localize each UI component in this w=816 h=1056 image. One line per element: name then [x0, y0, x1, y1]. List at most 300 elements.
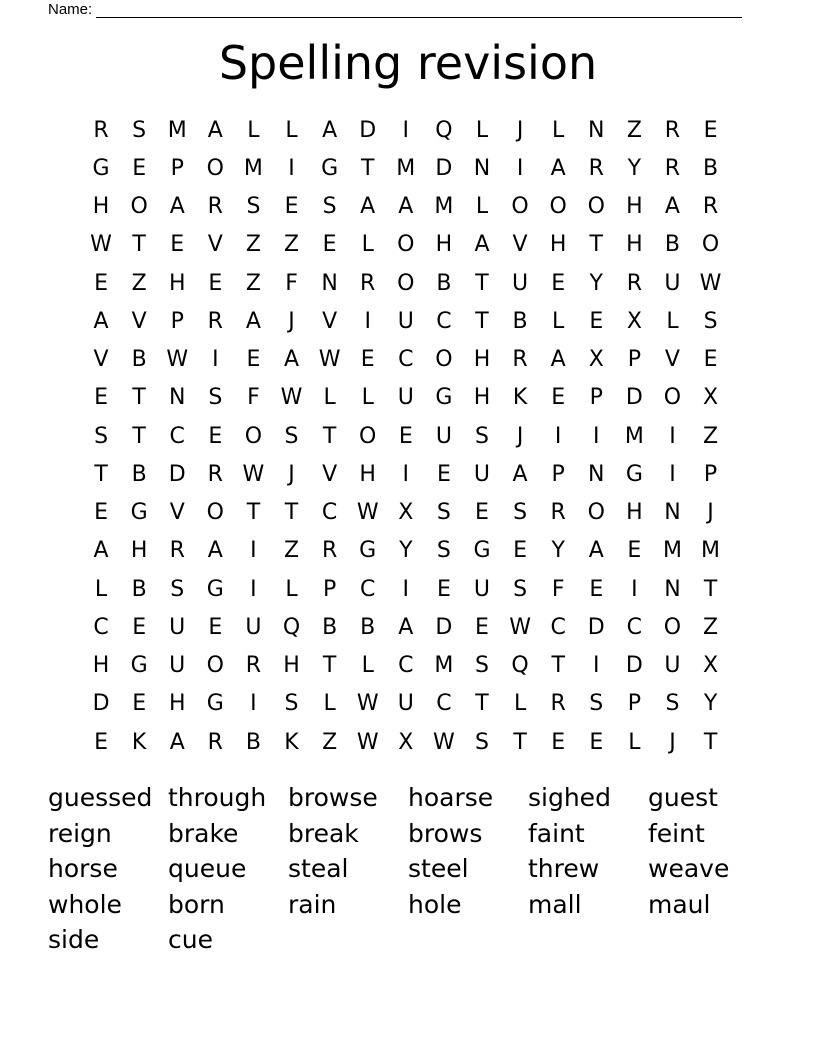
grid-letter: S	[284, 691, 299, 717]
grid-letter: O	[206, 155, 224, 181]
grid-letter: H	[473, 385, 491, 411]
grid-letter: V	[131, 308, 147, 334]
word-list-item: guest	[648, 783, 718, 812]
grid-letter: R	[702, 194, 719, 220]
grid-letter: Z	[703, 614, 719, 640]
word-list-item: reign	[48, 818, 112, 848]
grid-letter: B	[703, 155, 719, 181]
word-list-item: weave	[648, 854, 730, 883]
grid-letter: P	[170, 308, 184, 334]
grid-letter: S	[703, 308, 718, 334]
grid-letter: T	[703, 729, 718, 755]
grid-letter: H	[626, 194, 643, 220]
grid-letter: U	[169, 614, 186, 640]
grid-letter: Z	[703, 423, 719, 449]
grid-letter: H	[168, 270, 186, 296]
grid-letter: A	[207, 117, 223, 143]
grid-letter: Z	[283, 232, 300, 258]
grid-letter: E	[360, 347, 375, 373]
grid-letter: U	[397, 691, 414, 717]
grid-letter: Q	[511, 653, 529, 679]
letter-grid	[82, 111, 730, 761]
grid-letter: H	[168, 691, 186, 717]
grid-letter: R	[207, 729, 223, 755]
grid-letter: E	[475, 614, 489, 640]
grid-letter: M	[396, 155, 416, 181]
grid-letter: Y	[551, 538, 565, 564]
grid-letter: E	[475, 500, 489, 526]
grid-letter: V	[322, 308, 338, 334]
grid-letter: X	[703, 385, 719, 411]
grid-letter: T	[132, 385, 146, 411]
grid-letter: V	[93, 347, 109, 373]
word-list-item: queue	[168, 854, 247, 883]
grid-letter: X	[626, 308, 642, 334]
grid-letter: E	[551, 729, 566, 755]
grid-letter: R	[207, 461, 223, 487]
grid-letter: D	[587, 614, 605, 640]
grid-letter: A	[93, 538, 109, 564]
grid-letter: O	[587, 500, 605, 526]
grid-letter: G	[473, 538, 491, 564]
grid-letter: K	[131, 729, 147, 755]
grid-letter: G	[130, 500, 148, 526]
grid-letter: E	[703, 347, 718, 373]
grid-letter: G	[625, 461, 643, 487]
grid-letter: E	[589, 729, 604, 755]
grid-letter: B	[360, 614, 376, 640]
grid-letter: B	[512, 308, 528, 334]
grid-letter: R	[664, 117, 681, 143]
grid-letter: S	[475, 729, 489, 755]
grid-letter: V	[664, 347, 680, 373]
grid-letter: R	[626, 270, 642, 296]
grid-letter: C	[321, 500, 338, 526]
grid-letter: P	[170, 155, 184, 181]
grid-letter: C	[550, 614, 566, 640]
grid-letter: R	[588, 155, 604, 181]
grid-letter: O	[511, 194, 529, 220]
grid-letter: E	[551, 270, 566, 296]
grid-letter: D	[359, 117, 377, 143]
grid-letter: J	[288, 308, 295, 334]
grid-letter: I	[631, 576, 638, 602]
grid-letter: U	[245, 614, 262, 640]
grid-letter: H	[435, 232, 453, 258]
grid-letter: I	[593, 423, 600, 449]
grid-letter: A	[550, 347, 566, 373]
grid-letter: T	[703, 576, 718, 602]
grid-letter: T	[132, 423, 146, 449]
grid-letter: P	[627, 691, 641, 717]
grid-letter: M	[434, 653, 454, 679]
grid-letter: X	[588, 347, 604, 373]
grid-letter: B	[131, 347, 147, 373]
grid-letter: R	[207, 308, 223, 334]
grid-letter: E	[284, 194, 299, 220]
grid-letter: J	[516, 423, 524, 449]
word-list-item: cue	[168, 925, 213, 954]
grid-letter: D	[625, 385, 643, 411]
grid-letter: Z	[245, 270, 261, 296]
grid-letter: Z	[626, 117, 642, 143]
grid-letter: A	[93, 308, 109, 334]
grid-letter: L	[513, 691, 527, 717]
grid-letter: R	[550, 500, 566, 526]
grid-letter: I	[364, 308, 371, 334]
grid-letter: N	[588, 117, 605, 143]
grid-letter: R	[169, 538, 185, 564]
grid-letter: B	[322, 614, 338, 640]
word-list-item: brows	[408, 818, 483, 848]
grid-letter: S	[665, 691, 680, 717]
grid-letter: E	[208, 423, 223, 449]
grid-letter: T	[284, 500, 299, 526]
grid-letter: I	[250, 538, 257, 564]
grid-letter: B	[131, 576, 147, 602]
grid-letter: A	[588, 538, 604, 564]
grid-letter: A	[398, 614, 414, 640]
grid-letter: U	[169, 653, 186, 679]
grid-letter: E	[627, 538, 642, 564]
grid-letter: O	[244, 423, 263, 449]
grid-letter: Z	[283, 538, 300, 564]
grid-letter: H	[92, 194, 110, 220]
grid-letter: D	[168, 461, 186, 487]
grid-letter: U	[397, 385, 414, 411]
grid-letter: U	[512, 270, 529, 296]
word-list-item: sighed	[528, 783, 611, 812]
grid-letter: S	[208, 385, 223, 411]
grid-letter: C	[398, 653, 414, 679]
grid-letter: S	[94, 423, 109, 449]
grid-letter: V	[322, 461, 338, 487]
grid-letter: I	[250, 691, 257, 717]
grid-letter: T	[322, 423, 337, 449]
grid-letter: E	[132, 155, 147, 181]
grid-letter: L	[94, 576, 108, 602]
grid-letter: L	[323, 691, 336, 717]
grid-letter: N	[588, 461, 605, 487]
grid-letter: P	[589, 385, 603, 411]
grid-letter: F	[285, 270, 298, 296]
word-list-item: threw	[528, 854, 600, 883]
grid-letter: A	[398, 194, 414, 220]
grid-letter: C	[93, 614, 109, 640]
grid-letter: C	[436, 691, 452, 717]
grid-letter: T	[475, 270, 489, 296]
grid-letter: U	[473, 576, 491, 602]
word-list-item: steel	[408, 854, 469, 883]
grid-letter: U	[397, 308, 414, 334]
word-list-item: horse	[48, 854, 118, 883]
grid-letter: W	[242, 461, 265, 487]
grid-letter: N	[664, 500, 681, 526]
word-list-item: maul	[648, 889, 711, 919]
grid-letter: I	[212, 347, 219, 373]
grid-letter: D	[625, 653, 643, 679]
grid-letter: I	[669, 461, 676, 487]
grid-letter: S	[436, 538, 451, 564]
grid-letter: T	[475, 308, 489, 334]
grid-letter: O	[549, 194, 567, 220]
grid-letter: O	[130, 194, 148, 220]
grid-letter: A	[207, 538, 223, 564]
grid-letter: R	[512, 347, 528, 373]
grid-letter: E	[436, 576, 451, 602]
grid-letter: M	[243, 155, 263, 181]
grid-letter: J	[516, 117, 524, 143]
grid-letter: H	[549, 232, 567, 258]
grid-letter: W	[433, 729, 455, 755]
grid-letter: L	[552, 117, 565, 143]
grid-letter: M	[167, 117, 187, 143]
grid-letter: D	[92, 691, 110, 717]
word-list-item: guessed	[48, 783, 153, 812]
grid-letter: G	[321, 155, 339, 181]
grid-letter: L	[247, 117, 260, 143]
grid-letter: L	[552, 308, 565, 334]
word-list-item: hole	[408, 889, 462, 919]
grid-letter: C	[360, 576, 376, 602]
grid-letter: A	[550, 155, 566, 181]
grid-letter: G	[359, 538, 377, 564]
grid-letter: R	[664, 155, 681, 181]
grid-letter: R	[550, 691, 566, 717]
grid-letter: T	[360, 155, 375, 181]
grid-letter: O	[663, 614, 682, 640]
grid-letter: O	[663, 385, 682, 411]
word-list-item: through	[168, 783, 267, 812]
grid-letter: G	[130, 653, 148, 679]
grid-letter: W	[356, 729, 379, 755]
grid-letter: W	[509, 614, 531, 640]
grid-letter: A	[322, 117, 338, 143]
grid-letter: L	[475, 117, 489, 143]
grid-letter: C	[436, 308, 452, 334]
grid-letter: A	[245, 308, 261, 334]
grid-letter: I	[669, 423, 676, 449]
grid-letter: J	[288, 461, 295, 487]
grid-letter: C	[398, 347, 414, 373]
word-list-item: steal	[288, 854, 349, 883]
grid-letter: M	[434, 194, 454, 220]
grid-letter: W	[90, 232, 112, 258]
grid-letter: E	[513, 538, 528, 564]
grid-letter: M	[662, 538, 682, 564]
word-list-item: rain	[288, 889, 337, 919]
grid-letter: F	[247, 385, 260, 411]
word-list-item: feint	[648, 818, 705, 848]
grid-letter: E	[94, 385, 108, 411]
grid-letter: A	[169, 194, 185, 220]
grid-letter: P	[322, 576, 337, 602]
grid-letter: R	[360, 270, 376, 296]
grid-letter: S	[513, 576, 528, 602]
grid-letter: G	[92, 155, 110, 181]
grid-letter: E	[322, 232, 337, 258]
grid-letter: A	[169, 729, 185, 755]
grid-letter: X	[398, 500, 414, 526]
grid-letter: W	[356, 500, 379, 526]
word-list-item: break	[288, 818, 359, 848]
grid-letter: T	[513, 729, 527, 755]
grid-letter: O	[206, 653, 224, 679]
grid-letter: W	[699, 270, 722, 296]
grid-letter: I	[402, 117, 410, 143]
grid-letter: S	[589, 691, 604, 717]
grid-letter: W	[166, 347, 189, 373]
grid-letter: S	[284, 423, 299, 449]
grid-letter: R	[245, 653, 262, 679]
grid-letter: E	[94, 729, 108, 755]
grid-letter: E	[94, 500, 108, 526]
grid-letter: E	[132, 691, 147, 717]
grid-letter: R	[207, 194, 223, 220]
grid-letter: Q	[282, 614, 301, 640]
grid-letter: H	[626, 500, 643, 526]
grid-letter: P	[551, 461, 565, 487]
grid-letter: B	[664, 232, 680, 258]
grid-letter: O	[206, 500, 224, 526]
grid-letter: E	[703, 117, 718, 143]
grid-letter: E	[436, 461, 451, 487]
grid-letter: T	[475, 691, 489, 717]
grid-letter: R	[321, 538, 338, 564]
grid-letter: E	[589, 576, 604, 602]
grid-letter: L	[361, 385, 374, 411]
grid-letter: I	[250, 576, 257, 602]
grid-letter: W	[356, 691, 379, 717]
grid-letter: A	[664, 194, 680, 220]
grid-letter: S	[475, 423, 489, 449]
grid-letter: K	[512, 385, 528, 411]
grid-letter: H	[130, 538, 148, 564]
grid-letter: Z	[131, 270, 147, 296]
grid-letter: L	[361, 653, 374, 679]
grid-letter: V	[169, 500, 185, 526]
grid-letter: I	[516, 155, 524, 181]
grid-letter: O	[397, 270, 415, 296]
grid-letter: T	[94, 461, 108, 487]
word-list	[48, 780, 768, 958]
grid-letter: C	[169, 423, 185, 449]
grid-letter: I	[593, 653, 600, 679]
grid-letter: M	[624, 423, 644, 449]
grid-letter: D	[435, 155, 453, 181]
grid-letter: E	[132, 614, 147, 640]
grid-letter: Y	[399, 538, 413, 564]
grid-letter: S	[246, 194, 261, 220]
grid-letter: T	[551, 653, 565, 679]
name-label: Name:	[48, 1, 93, 18]
grid-letter: E	[246, 347, 261, 373]
grid-letter: L	[475, 194, 489, 220]
grid-letter: L	[285, 576, 298, 602]
grid-letter: N	[169, 385, 186, 411]
grid-letter: E	[208, 614, 223, 640]
grid-letter: H	[473, 347, 491, 373]
word-list-item: mall	[528, 889, 582, 919]
grid-letter: J	[707, 500, 714, 526]
name-write-line	[96, 1, 742, 18]
word-list-item: side	[48, 925, 100, 954]
grid-letter: J	[669, 729, 676, 755]
grid-letter: R	[93, 117, 109, 143]
grid-letter: O	[435, 347, 453, 373]
grid-letter: P	[627, 347, 641, 373]
word-list-item: brake	[168, 818, 239, 848]
grid-letter: K	[284, 729, 299, 755]
grid-letter: L	[285, 117, 298, 143]
grid-letter: X	[398, 729, 414, 755]
grid-letter: G	[435, 385, 453, 411]
grid-letter: V	[207, 232, 223, 258]
grid-letter: Q	[435, 117, 453, 143]
grid-letter: B	[131, 461, 147, 487]
grid-letter: E	[551, 385, 566, 411]
grid-letter: G	[206, 576, 224, 602]
grid-letter: N	[664, 576, 681, 602]
grid-letter: P	[703, 461, 718, 487]
grid-letter: Y	[627, 155, 642, 181]
grid-letter: F	[551, 576, 565, 602]
grid-letter: Z	[322, 729, 338, 755]
grid-letter: S	[322, 194, 337, 220]
grid-letter: S	[475, 653, 489, 679]
grid-letter: A	[512, 461, 528, 487]
grid-letter: A	[283, 347, 300, 373]
grid-letter: C	[626, 614, 643, 640]
grid-letter: O	[397, 232, 415, 258]
grid-letter: H	[92, 653, 110, 679]
grid-letter: A	[474, 232, 490, 258]
grid-letter: U	[435, 423, 452, 449]
grid-letter: L	[361, 232, 374, 258]
grid-letter: B	[245, 729, 261, 755]
word-list-item: browse	[288, 783, 378, 812]
grid-letter: B	[436, 270, 452, 296]
grid-letter: E	[398, 423, 413, 449]
page-title: Spelling revision	[218, 36, 598, 90]
grid-letter: T	[246, 500, 261, 526]
grid-letter: G	[206, 691, 224, 717]
grid-letter: V	[512, 232, 528, 258]
grid-letter: S	[170, 576, 185, 602]
word-list-item: hoarse	[408, 783, 494, 812]
grid-letter: E	[589, 308, 604, 334]
grid-letter: O	[587, 194, 605, 220]
word-list-item: born	[168, 889, 225, 919]
grid-letter: Z	[245, 232, 261, 258]
grid-letter: O	[359, 423, 377, 449]
grid-letter: L	[666, 308, 679, 334]
grid-letter: E	[208, 270, 223, 296]
grid-letter: U	[664, 270, 681, 296]
grid-letter: X	[703, 653, 719, 679]
grid-letter: Y	[589, 270, 603, 296]
grid-letter: T	[132, 232, 146, 258]
grid-letter: L	[323, 385, 336, 411]
grid-letter: H	[359, 461, 376, 487]
grid-letter: A	[360, 194, 376, 220]
grid-letter: E	[94, 270, 108, 296]
grid-letter: M	[701, 538, 721, 564]
grid-letter: U	[473, 461, 491, 487]
grid-letter: H	[283, 653, 300, 679]
grid-letter: T	[589, 232, 603, 258]
grid-letter: U	[664, 653, 681, 679]
